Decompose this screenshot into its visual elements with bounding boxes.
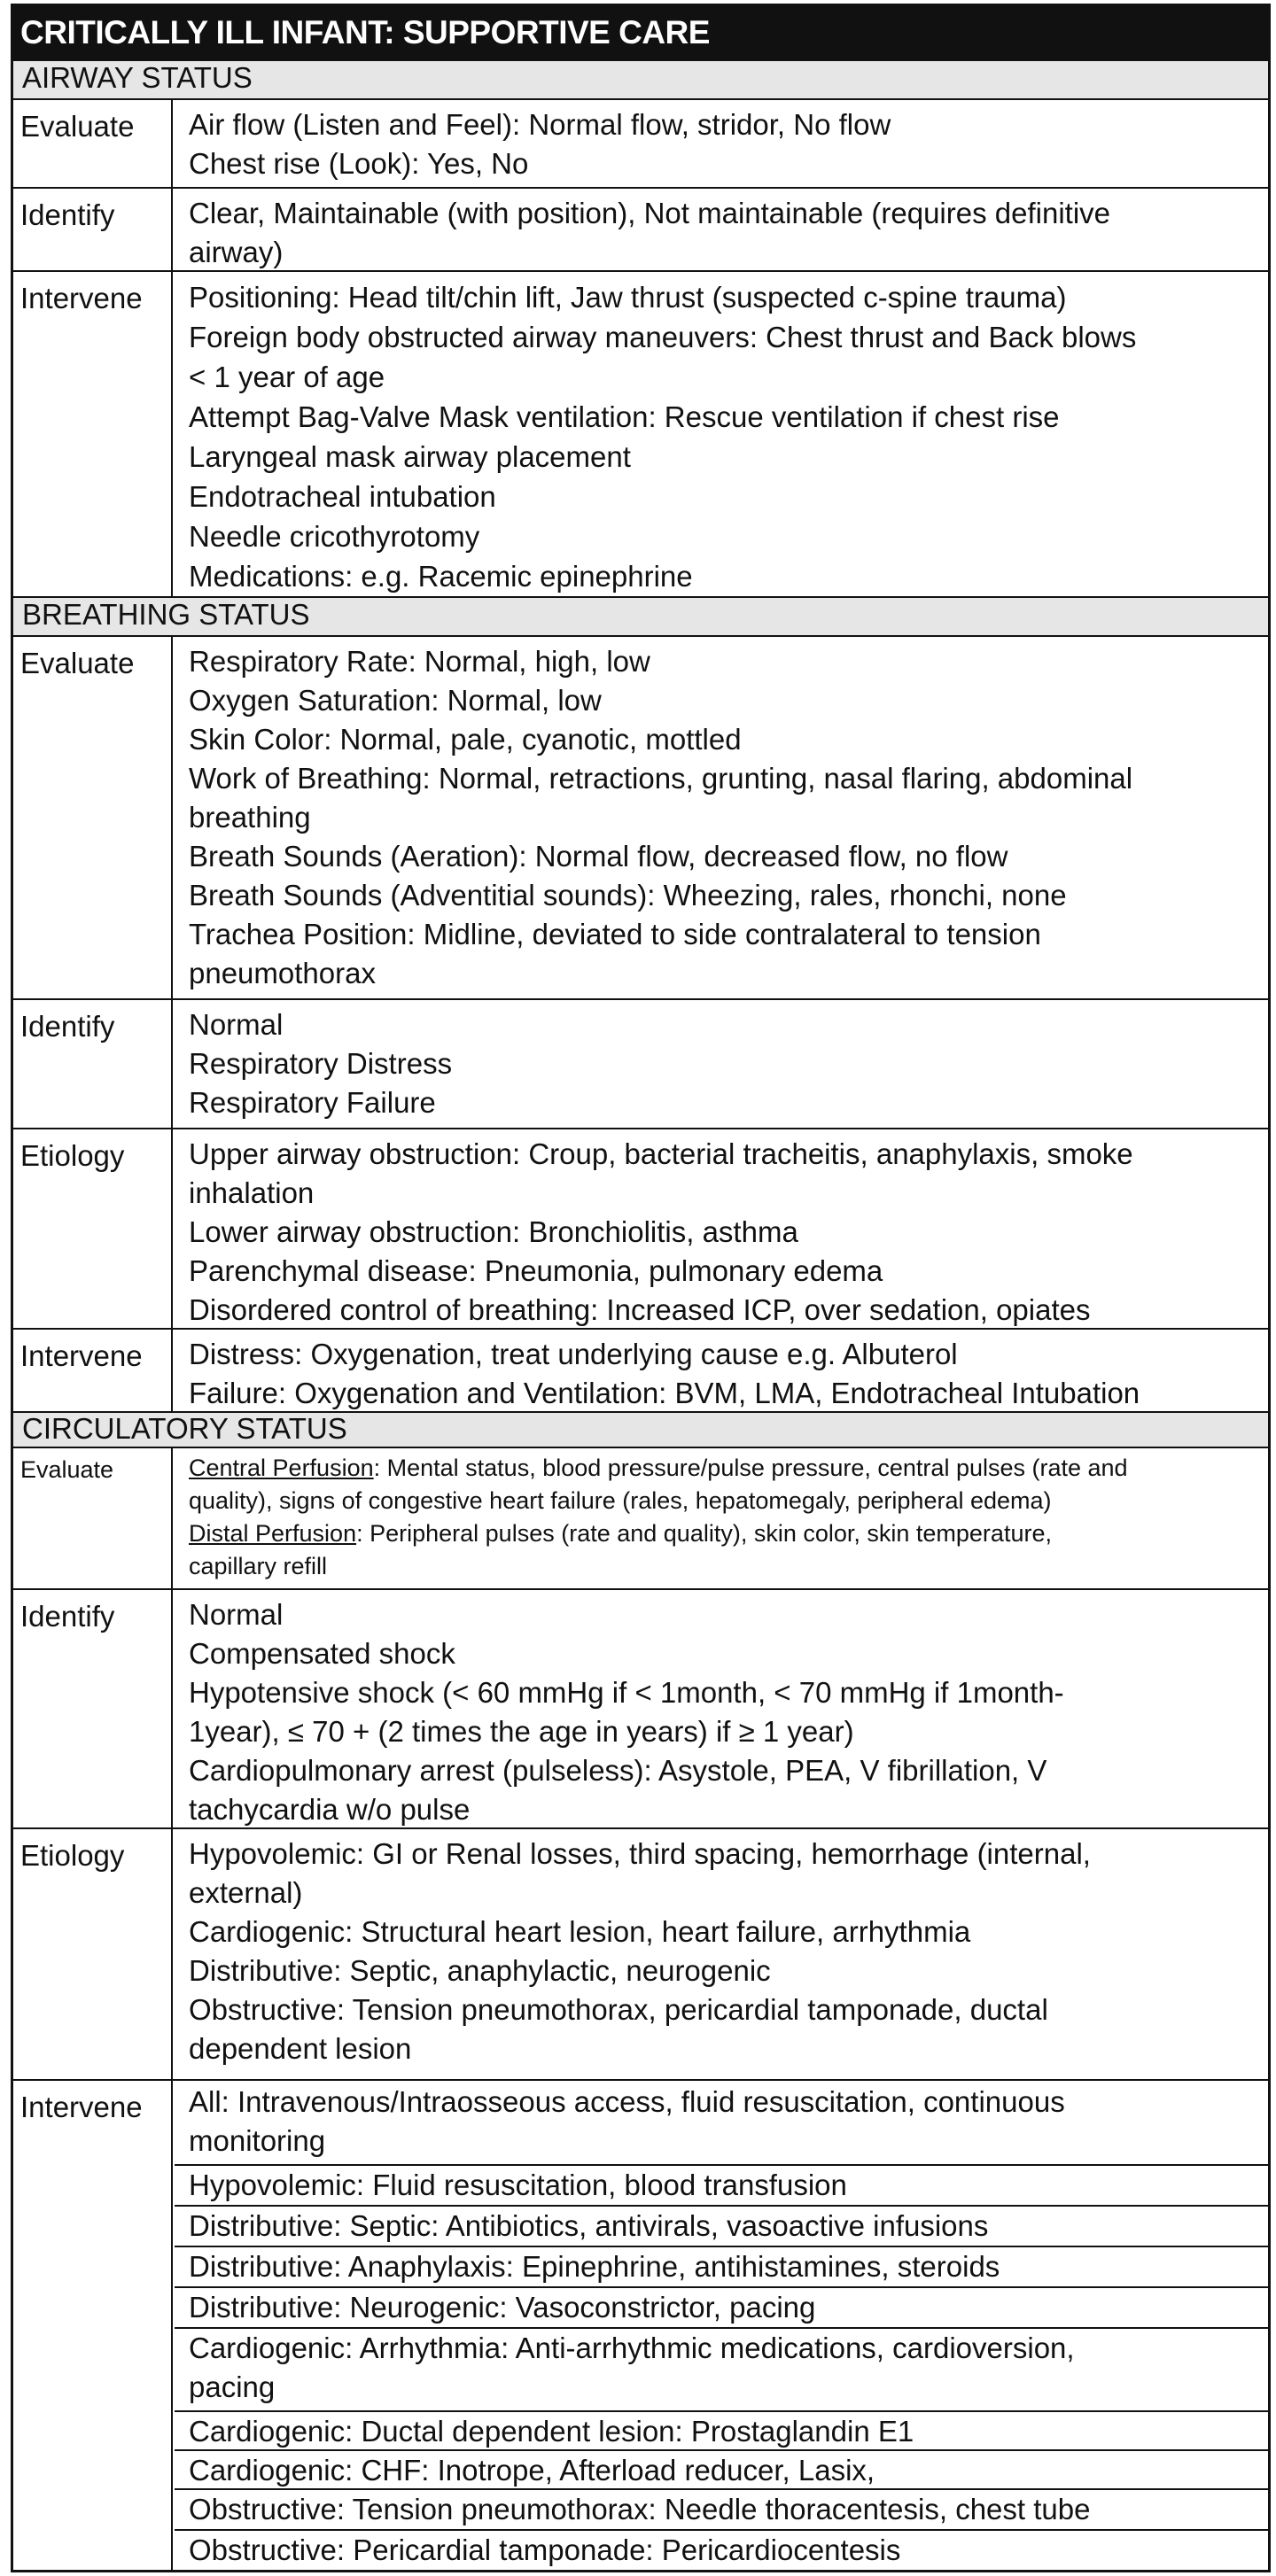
circulatory-identify-row	[13, 1590, 1268, 1829]
row-content	[175, 1330, 1268, 1415]
central-perfusion-term: Central Perfusion	[189, 1455, 374, 1481]
content-line: Positioning: Head tilt/chin lift, Jaw thrust (suspected c-spine trauma)	[189, 281, 1067, 314]
row-label: Evaluate	[13, 637, 173, 998]
row-label: Identify	[13, 1000, 173, 1128]
content-line: Hypotensive shock (< 60 mmHg if < 1month, < 70 mmHg if 1month-	[189, 1676, 1064, 1709]
row-label: Intervene	[13, 1330, 173, 1415]
distal-perfusion-line	[189, 1517, 1268, 1550]
row-content	[175, 1590, 1268, 1827]
content-line: Respiratory Failure	[189, 1086, 436, 1119]
content-line: dependent lesion	[189, 2032, 412, 2065]
content-line: Clear, Maintainable (with position), Not maintainable (requires definitive	[189, 197, 1111, 229]
breathing-evaluate-row	[13, 637, 1268, 1000]
circulatory-status-header: CIRCULATORY STATUS	[13, 1411, 1268, 1448]
row-label: Etiology	[13, 1829, 173, 2079]
content-line: Cardiogenic: CHF: Inotrope, Afterload reducer, Lasix,	[189, 2454, 875, 2487]
content-line: Distress: Oxygenation, treat underlying cause e.g. Albuterol	[189, 1338, 958, 1370]
content-line: Normal	[189, 1008, 284, 1041]
circulatory-etiology-row	[13, 1829, 1268, 2081]
content-line: inhalation	[189, 1176, 315, 1209]
row-label: Intervene	[13, 2081, 173, 2570]
row-label: Evaluate	[13, 1448, 173, 1588]
row-label: Evaluate	[13, 100, 173, 187]
content-line: Needle cricothyrotomy	[189, 520, 480, 553]
content-line: Hypovolemic: GI or Renal losses, third spacing, hemorrhage (internal,	[189, 1837, 1091, 1870]
row-label: Identify	[13, 189, 173, 270]
content-line: 1year), ≤ 70 + (2 times the age in years) if ≥ 1 year)	[189, 1715, 854, 1748]
row-label: Intervene	[13, 272, 173, 600]
content-line: Disordered control of breathing: Increased ICP, over sedation, opiates	[189, 1293, 1091, 1326]
content-line: Upper airway obstruction: Croup, bacterial tracheitis, anaphylaxis, smoke	[189, 1137, 1133, 1170]
row-label: Etiology	[13, 1129, 173, 1328]
intervene-box	[175, 2207, 1268, 2247]
row-content	[175, 637, 1268, 998]
content-line: Cardiogenic: Ductal dependent lesion: Prostaglandin E1	[189, 2415, 914, 2448]
content-line: Cardiogenic: Arrhythmia: Anti-arrhythmic medications, cardioversion,	[189, 2332, 1075, 2364]
content-line: Failure: Oxygenation and Ventilation: BVM, LMA, Endotracheal Intubation	[189, 1377, 1140, 1409]
row-content	[175, 189, 1268, 270]
intervene-box	[175, 2247, 1268, 2288]
content-line: monitoring	[189, 2124, 326, 2157]
table-title: CRITICALLY ILL INFANT: SUPPORTIVE CARE	[13, 6, 1268, 59]
content-line: breathing	[189, 801, 311, 834]
airway-identify-row	[13, 189, 1268, 272]
intervene-box	[175, 2412, 1268, 2451]
content-line: capillary refill	[189, 1553, 328, 1579]
content-line: Obstructive: Tension pneumothorax, pericardial tamponade, ductal	[189, 1993, 1048, 2026]
intervene-box	[175, 2288, 1268, 2329]
content-line: Skin Color: Normal, pale, cyanotic, mottled	[189, 723, 742, 756]
row-content	[175, 1829, 1268, 2079]
content-line: All: Intravenous/Intraosseous access, fluid resuscitation, continuous	[189, 2085, 1065, 2118]
content-line: Chest rise (Look): Yes, No	[189, 147, 529, 180]
breathing-intervene-row	[13, 1330, 1268, 1415]
content-line: Air flow (Listen and Feel): Normal flow, stridor, No flow	[189, 108, 891, 141]
content-line: Oxygen Saturation: Normal, low	[189, 684, 602, 717]
intervene-box	[175, 2166, 1268, 2207]
content-line: Distributive: Neurogenic: Vasoconstrictor, pacing	[189, 2291, 816, 2324]
breathing-identify-row	[13, 1000, 1268, 1129]
distal-perfusion-text: : Peripheral pulses (rate and quality), skin color, skin temperature,	[356, 1520, 1052, 1547]
content-line: < 1 year of age	[189, 361, 385, 393]
row-content	[175, 1448, 1268, 1588]
content-line: airway)	[189, 236, 284, 268]
content-line: Distributive: Septic, anaphylactic, neurogenic	[189, 1954, 771, 1987]
content-line: Cardiopulmonary arrest (pulseless): Asystole, PEA, V fibrillation, V	[189, 1754, 1047, 1787]
content-line: Medications: e.g. Racemic epinephrine	[189, 560, 693, 593]
row-content	[175, 1129, 1268, 1328]
content-line: Parenchymal disease: Pneumonia, pulmonary edema	[189, 1254, 883, 1287]
supportive-care-table	[11, 4, 1271, 2572]
content-line: Normal	[189, 1598, 284, 1631]
content-line: Cardiogenic: Structural heart lesion, heart failure, arrhythmia	[189, 1915, 971, 1948]
intervene-box	[175, 2531, 1268, 2570]
content-line: Distributive: Anaphylaxis: Epinephrine, antihistamines, steroids	[189, 2250, 1000, 2283]
airway-intervene-row	[13, 272, 1268, 600]
circulatory-intervene-row	[13, 2081, 1268, 2570]
content-line: Trachea Position: Midline, deviated to side contralateral to tension	[189, 918, 1041, 950]
intervene-box	[175, 2081, 1268, 2166]
row-content	[175, 100, 1268, 187]
content-line: Attempt Bag-Valve Mask ventilation: Rescue ventilation if chest rise	[189, 400, 1060, 433]
content-line: tachycardia w/o pulse	[189, 1793, 471, 1826]
content-line: Laryngeal mask airway placement	[189, 440, 631, 473]
content-line: Compensated shock	[189, 1637, 455, 1670]
row-content	[175, 272, 1268, 600]
content-line: Obstructive: Tension pneumothorax: Needle thoracentesis, chest tube	[189, 2493, 1091, 2526]
content-line: pneumothorax	[189, 957, 376, 989]
content-line: quality), signs of congestive heart failure (rales, hepatomegaly, peripheral edema)	[189, 1487, 1052, 1514]
content-line: Respiratory Rate: Normal, high, low	[189, 645, 650, 678]
breathing-etiology-row	[13, 1129, 1268, 1330]
intervene-box	[175, 2451, 1268, 2490]
content-line: Breath Sounds (Adventitial sounds): Wheezing, rales, rhonchi, none	[189, 879, 1067, 912]
content-line: Work of Breathing: Normal, retractions, grunting, nasal flaring, abdominal	[189, 762, 1133, 795]
content-line: Hypovolemic: Fluid resuscitation, blood transfusion	[189, 2169, 847, 2201]
central-perfusion-line	[189, 1452, 1268, 1485]
distal-perfusion-term: Distal Perfusion	[189, 1520, 357, 1547]
content-line: external)	[189, 1876, 303, 1909]
airway-evaluate-row	[13, 100, 1268, 189]
circulatory-evaluate-row	[13, 1448, 1268, 1590]
central-perfusion-text: : Mental status, blood pressure/pulse pressure, central pulses (rate and	[373, 1455, 1128, 1481]
content-line: Endotracheal intubation	[189, 480, 496, 513]
content-line: Breath Sounds (Aeration): Normal flow, decreased flow, no flow	[189, 840, 1008, 873]
content-line: Obstructive: Pericardial tamponade: Pericardiocentesis	[189, 2533, 901, 2566]
intervene-box	[175, 2490, 1268, 2531]
content-line: Lower airway obstruction: Bronchiolitis, asthma	[189, 1215, 798, 1248]
content-line: Respiratory Distress	[189, 1047, 453, 1080]
airway-status-header: AIRWAY STATUS	[13, 59, 1268, 100]
row-label: Identify	[13, 1590, 173, 1827]
breathing-status-header: BREATHING STATUS	[13, 596, 1268, 637]
content-line: pacing	[189, 2370, 276, 2403]
content-line: Foreign body obstructed airway maneuvers: Chest thrust and Back blows	[189, 321, 1137, 353]
row-content	[175, 1000, 1268, 1128]
content-line: Distributive: Septic: Antibiotics, antivirals, vasoactive infusions	[189, 2209, 989, 2242]
intervene-box	[175, 2329, 1268, 2412]
